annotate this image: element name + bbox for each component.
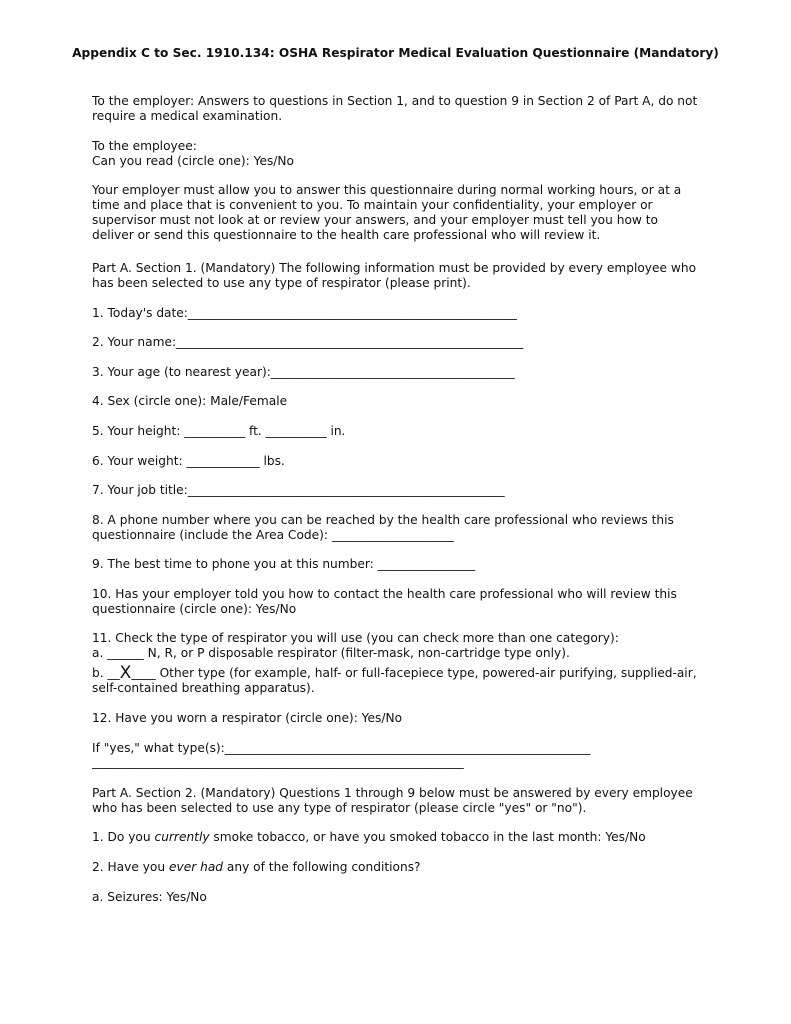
question-contact-professional: 10. Has your employer told you how to contact the health care professional who will review this questionnaire (circle one): Yes/No bbox=[92, 587, 681, 616]
question-respirator-type: 11. Check the type of respirator you will use (you can check more than one category): bbox=[92, 631, 619, 645]
check-mark-x: X bbox=[119, 663, 132, 683]
what-types-line: _____________________________________________________________ bbox=[92, 755, 464, 769]
conditions-text-end: any of the following conditions? bbox=[223, 860, 421, 874]
question-sex: 4. Sex (circle one): Male/Female bbox=[92, 394, 288, 408]
question-best-time: 9. The best time to phone you at this number: ________________ bbox=[92, 557, 476, 571]
section2-intro: Part A. Section 2. (Mandatory) Questions 1 through 9 below must be answered by every employee who has been selected to use any type of respirator (please circle "yes" or "no"). bbox=[92, 786, 697, 815]
question-height: 5. Your height: __________ ft. __________ in. bbox=[92, 424, 346, 438]
question-conditions bbox=[92, 860, 702, 875]
question-job-title: 7. Your job title:____________________________________________________ bbox=[92, 483, 505, 497]
confidentiality-paragraph: Your employer must allow you to answer this questionnaire during normal working hours, or at a time and place that is convenient to you. To maintain your confidentiality, your employer or supervisor must not look at or review your answers, and your employer must tell you how to deliver or send this questionnaire to the health care professional who will review it. bbox=[92, 183, 686, 242]
question-worn-respirator: 12. Have you worn a respirator (circle one): Yes/No bbox=[92, 711, 403, 725]
smoke-emphasis: currently bbox=[154, 830, 210, 844]
question-weight: 6. Your weight: ____________ lbs. bbox=[92, 454, 285, 468]
question-todays-date: 1. Today's date:______________________________________________________ bbox=[92, 306, 517, 320]
question-what-types: If "yes," what type(s):____________________________________________________________ bbox=[92, 741, 591, 755]
question-age: 3. Your age (to nearest year):________________________________________ bbox=[92, 365, 515, 379]
question-name: 2. Your name:_________________________________________________________ bbox=[92, 335, 524, 349]
employee-heading: To the employee: bbox=[92, 139, 197, 153]
conditions-text-start: 2. Have you bbox=[92, 860, 169, 874]
option-disposable-respirator: a. ______ N, R, or P disposable respirator (filter-mask, non-cartridge type only). bbox=[92, 646, 570, 660]
option-other-prefix: b. __ bbox=[92, 666, 120, 680]
smoke-text-end: smoke tobacco, or have you smoked tobacco in the last month: Yes/No bbox=[209, 830, 646, 844]
question-smoke-tobacco bbox=[92, 830, 702, 845]
question-seizures: a. Seizures: Yes/No bbox=[92, 890, 207, 904]
question-phone-number: 8. A phone number where you can be reached by the health care professional who reviews this questionnaire (include the Area Code): ____________________ bbox=[92, 513, 678, 542]
smoke-text-start: 1. Do you bbox=[92, 830, 155, 844]
employer-note: To the employer: Answers to questions in Section 1, and to question 9 in Section 2 of Part A, do not require a medical examination. bbox=[92, 94, 702, 123]
can-read-question: Can you read (circle one): Yes/No bbox=[92, 154, 294, 168]
option-other-type bbox=[92, 663, 702, 696]
conditions-emphasis: ever had bbox=[169, 860, 224, 874]
page-title: Appendix C to Sec. 1910.134: OSHA Respirator Medical Evaluation Questionnaire (Mandatory) bbox=[72, 46, 719, 60]
section1-intro: Part A. Section 1. (Mandatory) The following information must be provided by every employee who has been selected to use any type of respirator (please print). bbox=[92, 261, 700, 290]
option-other-text: ____ Other type (for example, half- or full-facepiece type, powered-air purifying, supplied-air, self-contained breathing apparatus). bbox=[92, 666, 701, 695]
